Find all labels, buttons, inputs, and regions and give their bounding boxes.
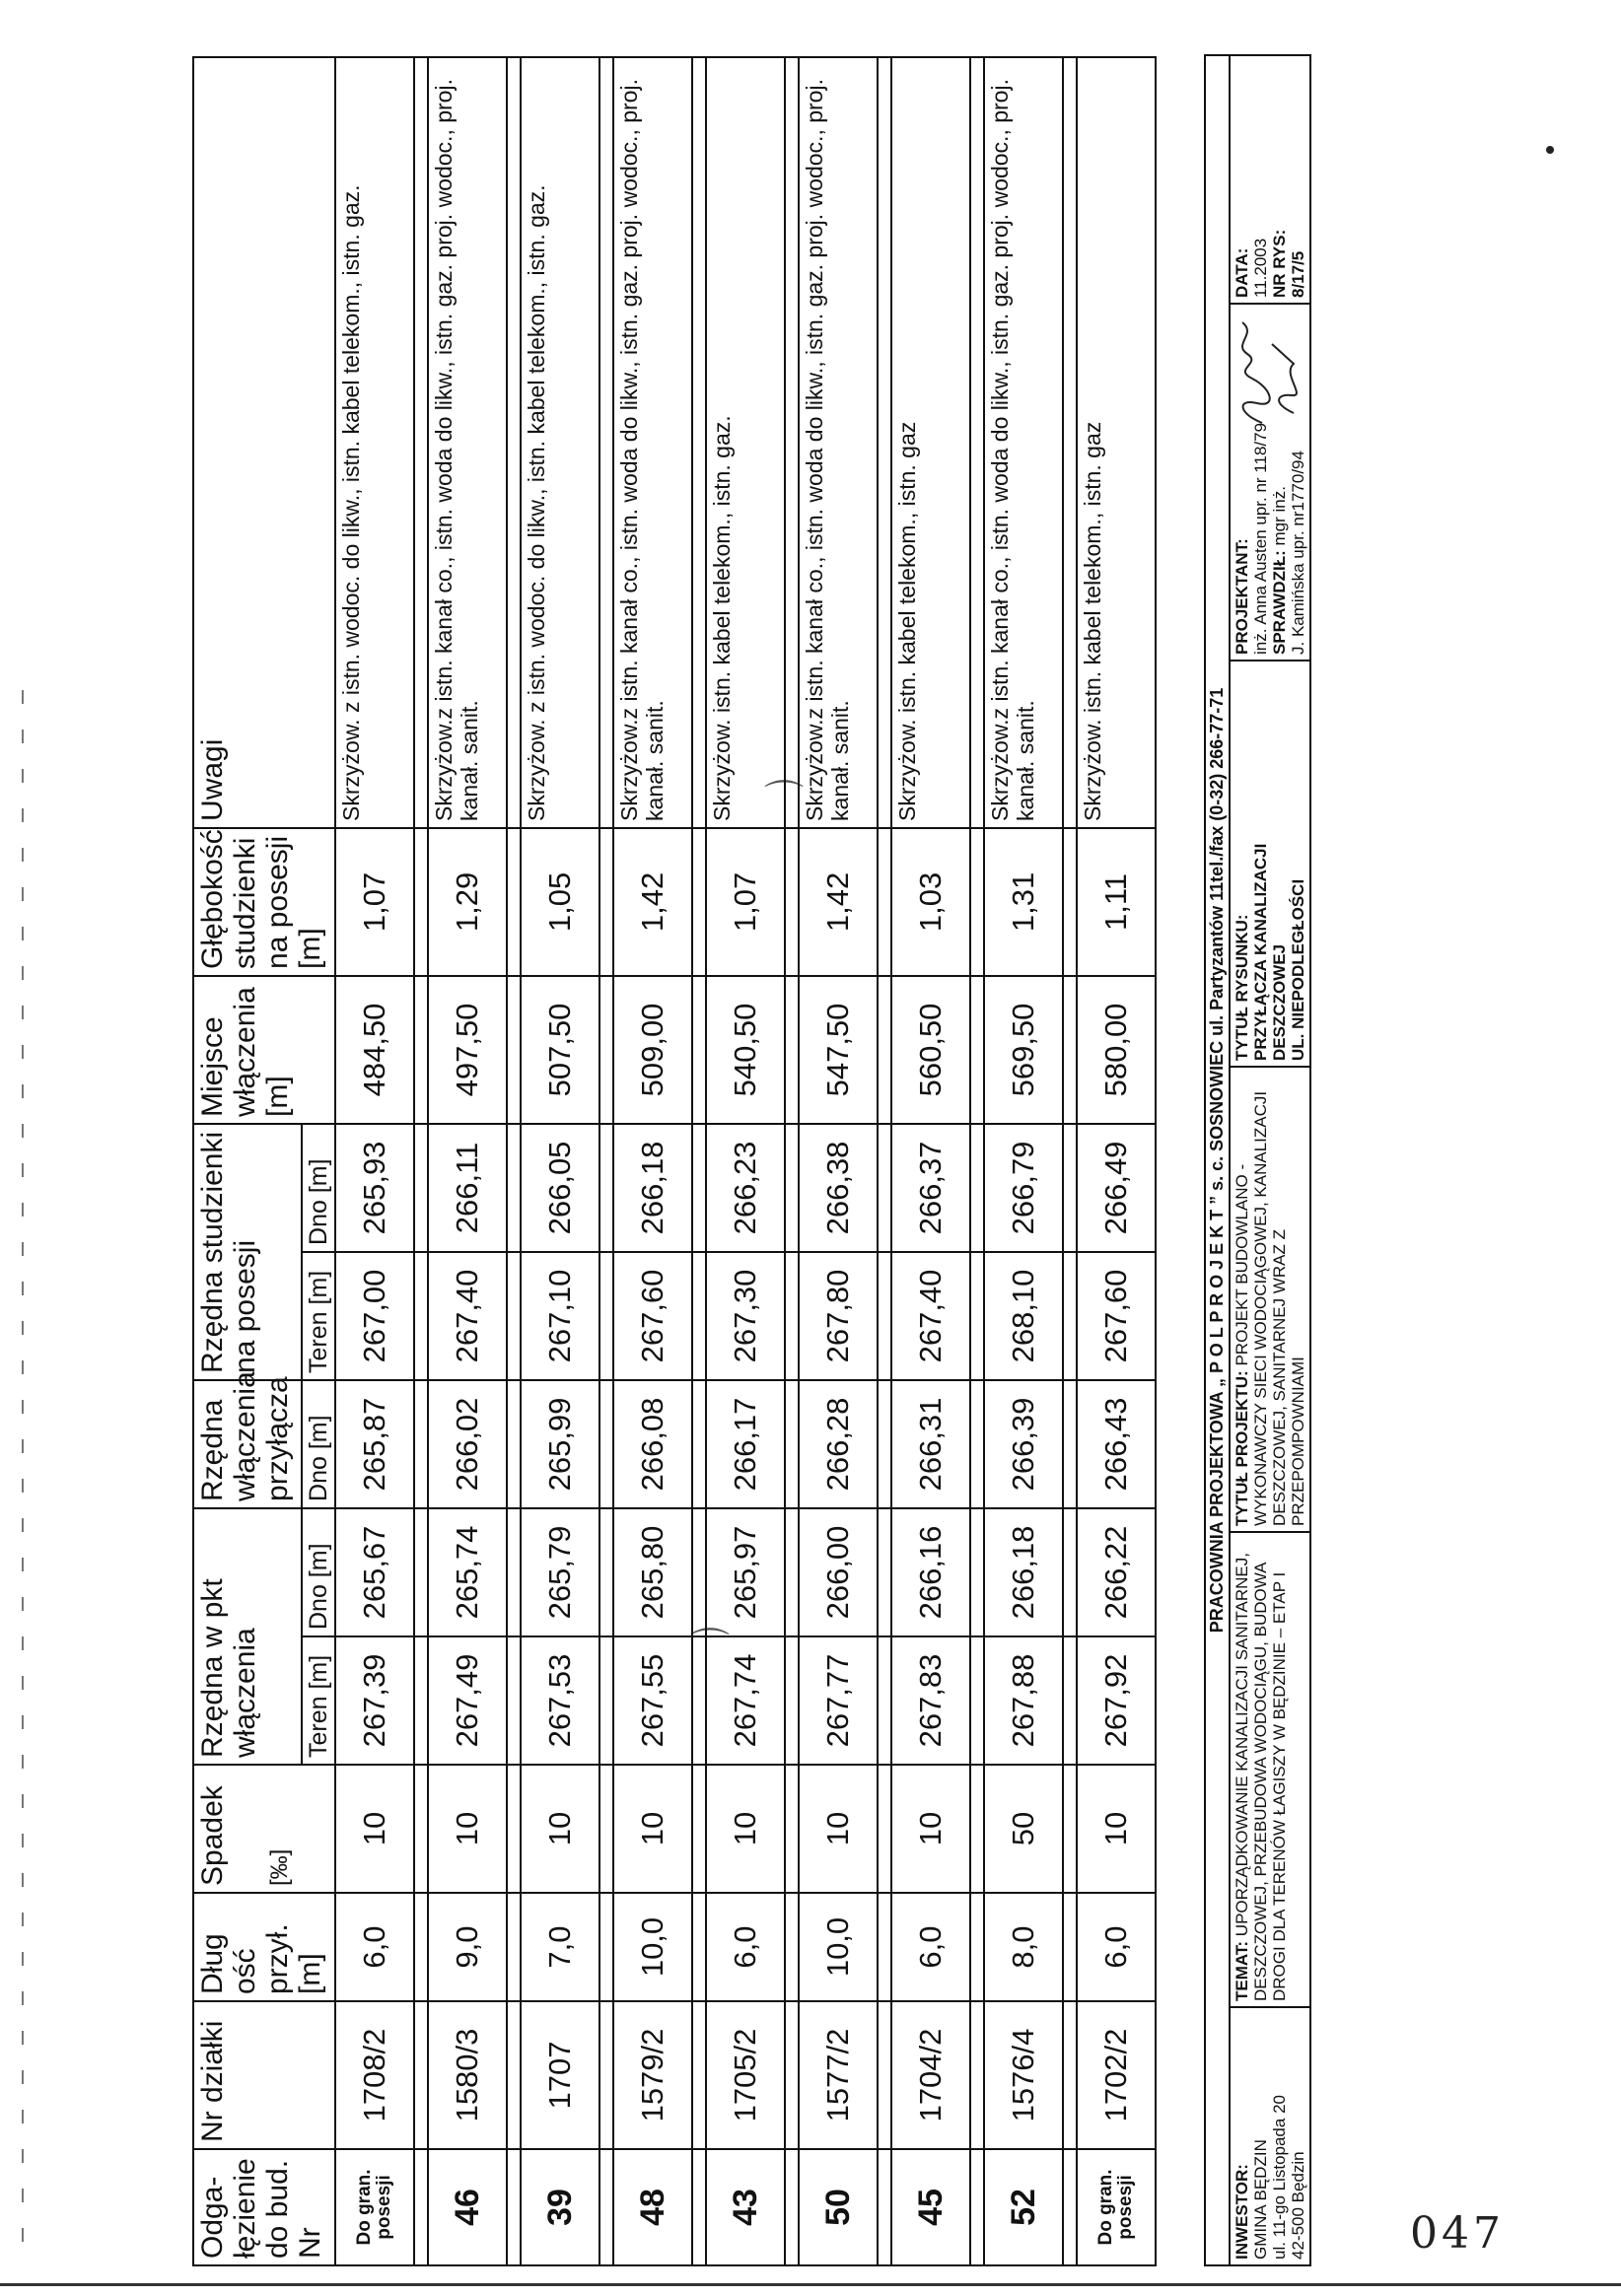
separator-cell: [599, 1124, 613, 1252]
separator-cell: [970, 976, 984, 1124]
cell-depth: 1,07: [335, 828, 414, 976]
cell-slope: 10: [521, 1765, 599, 1893]
row-separator: [878, 57, 891, 2265]
cell-plot: 1705/2: [706, 2001, 785, 2149]
separator-cell: [692, 1893, 706, 2001]
cell-st-teren: 267,30: [706, 1252, 785, 1380]
investor-line: GMINA BĘDZIN: [1251, 2139, 1270, 2260]
cell-length: 6,0: [706, 1893, 785, 2001]
cell-slope: 10: [428, 1765, 507, 1893]
cell-plot: 1580/3: [428, 2001, 507, 2149]
cell-wl-dno: 266,28: [799, 1380, 878, 1508]
separator-cell: [507, 1124, 521, 1252]
separator-cell: [878, 57, 891, 828]
cell-pt-teren: 267,55: [613, 1636, 692, 1765]
cell-st-teren: 267,60: [613, 1252, 692, 1380]
header-stud-teren: Teren [m]: [302, 1252, 335, 1380]
row-separator: [1063, 57, 1077, 2265]
cell-plot: 1708/2: [335, 2001, 414, 2149]
cell-st-dno: 266,49: [1077, 1124, 1156, 1252]
separator-cell: [414, 2149, 428, 2265]
header-miejsce: [193, 976, 335, 1124]
separator-cell: [878, 976, 891, 1124]
separator-cell: [599, 1508, 613, 1636]
designer-label: PROJEKTANT:: [1233, 538, 1251, 655]
row-separator: [692, 57, 706, 2265]
separator-cell: [414, 1380, 428, 1508]
separator-cell: [692, 2001, 706, 2149]
cell-length: 9,0: [428, 1893, 507, 2001]
separator-cell: [414, 828, 428, 976]
separator-cell: [1063, 1508, 1077, 1636]
cell-notes: Skrzyżow. istn. kabel telekom., istn. gaz.: [706, 57, 785, 828]
separator-cell: [785, 1252, 799, 1380]
cell-pt-teren: 267,53: [521, 1636, 599, 1765]
cell-building: 43: [706, 2149, 785, 2265]
separator-cell: [970, 1765, 984, 1893]
cell-notes: Skrzyżow. istn. kabel telekom., istn. gaz: [1077, 57, 1156, 828]
connections-table: [192, 56, 1157, 2266]
cell-length: 10,0: [613, 1893, 692, 2001]
cell-pt-dno: 266,00: [799, 1508, 878, 1636]
signature-mark: [1233, 314, 1302, 433]
cell-st-teren: 267,40: [891, 1252, 970, 1380]
cell-slope: 10: [335, 1765, 414, 1893]
separator-cell: [970, 828, 984, 976]
cell-slope: 10: [1077, 1765, 1156, 1893]
cell-st-dno: 266,37: [891, 1124, 970, 1252]
cell-depth: 1,42: [613, 828, 692, 976]
cell-building: Do gran. posesji: [1077, 2149, 1156, 2265]
separator-cell: [414, 1636, 428, 1765]
cell-notes: Skrzyżow.z istn. kanał co., istn. woda do likw., istn. gaz. proj. wodoc., proj. kanał. sanit.: [428, 57, 507, 828]
cell-plot: 1704/2: [891, 2001, 970, 2149]
header-spadek-unit: [‰]: [266, 1848, 293, 1886]
table-row: [613, 57, 692, 2265]
investor-label: INWESTOR:: [1233, 2164, 1251, 2260]
separator-cell: [507, 976, 521, 1124]
people-cell: [1231, 303, 1309, 660]
subject-label: TEMAT:: [1233, 1940, 1251, 2001]
header-rzedna-studzienki: Rzędna studzienki na posesji: [193, 1124, 302, 1380]
separator-cell: [970, 1252, 984, 1380]
separator-cell: [414, 1765, 428, 1893]
cell-depth: 1,31: [984, 828, 1063, 976]
table-row: [706, 57, 785, 2265]
separator-cell: [414, 1508, 428, 1636]
separator-cell: [692, 1508, 706, 1636]
cell-length: 6,0: [1077, 1893, 1156, 2001]
cell-slope: 10: [706, 1765, 785, 1893]
project-text: PROJEKT BUDOWLANO -WYKONAWCZY SIECI WODOCIĄGOWEJ, KANALIZACJI DESZCZOWEJ, SANITARNEJ WRAZ Z PRZEPOMPOWNIAMI: [1233, 1090, 1307, 1526]
separator-cell: [785, 1508, 799, 1636]
separator-cell: [599, 976, 613, 1124]
cell-miejsce: 580,00: [1077, 976, 1156, 1124]
separator-cell: [507, 57, 521, 828]
drawing-line: DESZCZOWEJ: [1270, 943, 1289, 1061]
cell-wl-dno: 266,02: [428, 1380, 507, 1508]
separator-cell: [599, 1636, 613, 1765]
separator-cell: [692, 828, 706, 976]
separator-cell: [878, 1893, 891, 2001]
cell-pt-teren: 267,88: [984, 1636, 1063, 1765]
cell-pt-dno: 265,97: [706, 1508, 785, 1636]
cell-building: 39: [521, 2149, 599, 2265]
title-block: [1204, 54, 1311, 2266]
separator-cell: [878, 2001, 891, 2149]
cell-pt-teren: 267,77: [799, 1636, 878, 1765]
cell-depth: 1,03: [891, 828, 970, 976]
cell-pt-dno: 266,22: [1077, 1508, 1156, 1636]
separator-cell: [599, 1893, 613, 2001]
cell-st-dno: 265,93: [335, 1124, 414, 1252]
header-uwagi: Uwagi: [193, 57, 335, 828]
drawing-cell: [1231, 660, 1309, 1066]
separator-cell: [599, 2149, 613, 2265]
cell-notes: Skrzyżow.z istn. kanał co., istn. woda do likw., istn. gaz. proj. wodoc., proj. kanał. sanit.: [613, 57, 692, 828]
cell-miejsce: 547,50: [799, 976, 878, 1124]
cell-slope: 10: [613, 1765, 692, 1893]
separator-cell: [785, 828, 799, 976]
table-row: [335, 57, 414, 2265]
cell-wl-dno: 266,31: [891, 1380, 970, 1508]
cell-pt-dno: 266,16: [891, 1508, 970, 1636]
separator-cell: [970, 2149, 984, 2265]
cell-miejsce: 569,50: [984, 976, 1063, 1124]
cell-length: 6,0: [335, 1893, 414, 2001]
cell-miejsce: 484,50: [335, 976, 414, 1124]
separator-cell: [507, 1765, 521, 1893]
cell-pt-teren: 267,92: [1077, 1636, 1156, 1765]
table-row: [799, 57, 878, 2265]
designer-name: inż. Anna Austen upr. nr 118/79: [1251, 422, 1270, 655]
separator-cell: [692, 1252, 706, 1380]
separator-cell: [970, 2001, 984, 2149]
header-miejsce-unit: [m]: [261, 1076, 294, 1117]
cell-slope: 10: [891, 1765, 970, 1893]
cell-notes: Skrzyżow.z istn. kanał co., istn. woda do likw., istn. gaz. proj. wodoc., proj. kanał. sanit.: [799, 57, 878, 828]
separator-cell: [599, 1765, 613, 1893]
cell-notes: Skrzyżow.z istn. kanał co., istn. woda do likw., istn. gaz. proj. wodoc., proj. kanał. sanit.: [984, 57, 1063, 828]
separator-cell: [1063, 2149, 1077, 2265]
subject-text: UPORZĄDKOWANIE KANALIZACJI SANITARNEJ, DESZCZOWEJ, PRZEBUDOWA WODOCIĄGU, BUDOWA DROGI DLA TERENÓW ŁAGISZY W BĘDZINIE – ETAP I: [1233, 1553, 1289, 2001]
cell-length: 6,0: [891, 1893, 970, 2001]
cell-wl-dno: 266,43: [1077, 1380, 1156, 1508]
separator-cell: [785, 57, 799, 828]
drawing-line: PRZYŁĄCZA KANALIZACJI: [1251, 843, 1270, 1061]
cell-slope: 10: [799, 1765, 878, 1893]
header-rzedna-wlaczenia: Rzędna włączenia przyłącza: [193, 1380, 302, 1508]
separator-cell: [599, 828, 613, 976]
investor-cell: [1231, 2006, 1309, 2264]
row-separator: [970, 57, 984, 2265]
header-spadek-label: Spadek: [196, 1785, 229, 1886]
cell-st-teren: 267,40: [428, 1252, 507, 1380]
subject-cell: [1231, 1531, 1309, 2006]
row-separator: [785, 57, 799, 2265]
cell-st-teren: 267,00: [335, 1252, 414, 1380]
separator-cell: [878, 1508, 891, 1636]
cell-building: 50: [799, 2149, 878, 2265]
separator-cell: [785, 2149, 799, 2265]
title-block-header: PRACOWNIA PROJEKTOWA „ P O L P R O J E K T ” s. c. SOSNOWIEC ul. Partyzantów 11tel./fax (0-32) 266-77-71: [1206, 56, 1231, 2264]
cell-wl-dno: 266,08: [613, 1380, 692, 1508]
scan-artifact: ⌒: [764, 779, 804, 822]
cell-pt-dno: 265,74: [428, 1508, 507, 1636]
separator-cell: [970, 1124, 984, 1252]
separator-cell: [507, 2001, 521, 2149]
header-pkt-teren: Teren [m]: [302, 1636, 335, 1765]
checker-title: mgr inż.: [1270, 486, 1289, 546]
cell-wl-dno: 265,99: [521, 1380, 599, 1508]
cell-length: 10,0: [799, 1893, 878, 2001]
row-separator: [414, 57, 428, 2265]
header-wl-dno: Dno [m]: [302, 1380, 335, 1508]
cell-st-dno: 266,23: [706, 1124, 785, 1252]
cell-plot: 1576/4: [984, 2001, 1063, 2149]
separator-cell: [878, 1252, 891, 1380]
separator-cell: [785, 1380, 799, 1508]
header-stud-dno: Dno [m]: [302, 1124, 335, 1252]
cell-miejsce: 497,50: [428, 976, 507, 1124]
header-odgalezienie: Odga-łęzienie do bud. Nr: [193, 2149, 335, 2265]
cell-st-dno: 266,38: [799, 1124, 878, 1252]
table-row: [428, 57, 507, 2265]
table-row: [984, 57, 1063, 2265]
cell-building: 45: [891, 2149, 970, 2265]
separator-cell: [507, 1380, 521, 1508]
cell-building: 46: [428, 2149, 507, 2265]
separator-cell: [414, 2001, 428, 2149]
separator-cell: [692, 1636, 706, 1765]
separator-cell: [507, 1893, 521, 2001]
separator-cell: [1063, 976, 1077, 1124]
rotated-sheet: [192, 58, 1494, 2266]
cell-miejsce: 507,50: [521, 976, 599, 1124]
investor-line: 42-500 Będzin: [1289, 2151, 1307, 2260]
scan-edge-mark: [22, 690, 24, 2267]
header-pkt-dno: Dno [m]: [302, 1508, 335, 1636]
project-label: TYTUŁ PROJEKTU:: [1233, 1370, 1251, 1526]
drawing-label: TYTUŁ RYSUNKU:: [1233, 914, 1251, 1061]
cell-pt-dno: 265,80: [613, 1508, 692, 1636]
separator-cell: [414, 1893, 428, 2001]
header-dzialka: Nr działki: [193, 2001, 335, 2149]
cell-pt-dno: 266,18: [984, 1508, 1063, 1636]
header-miejsce-label: Miejsce włączenia: [196, 987, 261, 1117]
separator-cell: [414, 1252, 428, 1380]
separator-cell: [785, 1124, 799, 1252]
separator-cell: [1063, 1765, 1077, 1893]
separator-cell: [970, 1508, 984, 1636]
cell-wl-dno: 266,17: [706, 1380, 785, 1508]
cell-plot: 1579/2: [613, 2001, 692, 2149]
cell-notes: Skrzyżow. z istn. wodoc. do likw., istn. kabel telekom., istn. gaz.: [521, 57, 599, 828]
separator-cell: [414, 1124, 428, 1252]
cell-st-dno: 266,11: [428, 1124, 507, 1252]
cell-building: 48: [613, 2149, 692, 2265]
cell-pt-teren: 267,39: [335, 1636, 414, 1765]
separator-cell: [599, 57, 613, 828]
cell-depth: 1,07: [706, 828, 785, 976]
separator-cell: [507, 828, 521, 976]
cell-depth: 1,42: [799, 828, 878, 976]
cell-notes: Skrzyżow. z istn. wodoc. do likw., istn. kabel telekom., istn. gaz.: [335, 57, 414, 828]
table-row: [1077, 57, 1156, 2265]
cell-miejsce: 540,50: [706, 976, 785, 1124]
cell-plot: 1707: [521, 2001, 599, 2149]
separator-cell: [507, 1252, 521, 1380]
separator-cell: [1063, 1380, 1077, 1508]
separator-cell: [970, 1636, 984, 1765]
separator-cell: [878, 1636, 891, 1765]
separator-cell: [599, 1380, 613, 1508]
cell-notes: Skrzyżow. istn. kabel telekom., istn. gaz: [891, 57, 970, 828]
separator-cell: [785, 1765, 799, 1893]
separator-cell: [878, 1380, 891, 1508]
separator-cell: [785, 1893, 799, 2001]
checker-label: SPRAWDZIŁ:: [1270, 550, 1289, 655]
cell-st-teren: 267,60: [1077, 1252, 1156, 1380]
separator-cell: [1063, 2001, 1077, 2149]
separator-cell: [507, 1636, 521, 1765]
separator-cell: [785, 2001, 799, 2149]
checker-name: J. Kamińska upr. nr1770/94: [1289, 451, 1307, 655]
header-spadek: [193, 1765, 335, 1893]
date-cell: [1231, 56, 1309, 303]
cell-plot: 1577/2: [799, 2001, 878, 2149]
separator-cell: [414, 976, 428, 1124]
cell-depth: 1,29: [428, 828, 507, 976]
separator-cell: [692, 976, 706, 1124]
separator-cell: [692, 1765, 706, 1893]
separator-cell: [785, 976, 799, 1124]
separator-cell: [878, 1124, 891, 1252]
separator-cell: [692, 1380, 706, 1508]
date-value: 11.2003: [1251, 238, 1270, 298]
cell-wl-dno: 266,39: [984, 1380, 1063, 1508]
cell-pt-teren: 267,49: [428, 1636, 507, 1765]
cell-st-dno: 266,18: [613, 1124, 692, 1252]
cell-pt-dno: 265,67: [335, 1508, 414, 1636]
scan-bottom-line: [0, 2283, 1621, 2286]
cell-building: Do gran. posesji: [335, 2149, 414, 2265]
separator-cell: [1063, 57, 1077, 828]
drawing-line: UL. NIEPODLEGŁOŚCI: [1289, 878, 1307, 1061]
cell-plot: 1702/2: [1077, 2001, 1156, 2149]
separator-cell: [1063, 1636, 1077, 1765]
cell-slope: 50: [984, 1765, 1063, 1893]
cell-pt-dno: 265,79: [521, 1508, 599, 1636]
cell-st-teren: 268,10: [984, 1252, 1063, 1380]
drawing-no-label: NR RYS:: [1270, 229, 1289, 298]
header-rzedna-pkt: Rzędna w pkt włączenia: [193, 1508, 302, 1765]
cell-building: 52: [984, 2149, 1063, 2265]
page-number: 047: [1410, 2208, 1505, 2259]
separator-cell: [507, 1508, 521, 1636]
separator-cell: [692, 2149, 706, 2265]
separator-cell: [970, 1893, 984, 2001]
separator-cell: [1063, 1893, 1077, 2001]
separator-cell: [878, 828, 891, 976]
cell-depth: 1,11: [1077, 828, 1156, 976]
cell-wl-dno: 265,87: [335, 1380, 414, 1508]
separator-cell: [878, 1765, 891, 1893]
cell-length: 7,0: [521, 1893, 599, 2001]
cell-st-dno: 266,79: [984, 1124, 1063, 1252]
drawing-no-value: 8/17/5: [1289, 250, 1307, 298]
header-dlugosc: Dług ość przył. [m]: [193, 1893, 335, 2001]
row-separator: [507, 57, 521, 2265]
project-cell: [1231, 1066, 1309, 1531]
scan-artifact: ⌒: [690, 1627, 730, 1670]
header-glebokosc: Głębokość studzienki na posesji [m]: [193, 828, 335, 976]
separator-cell: [692, 57, 706, 828]
separator-cell: [1063, 1124, 1077, 1252]
separator-cell: [878, 2149, 891, 2265]
separator-cell: [785, 1636, 799, 1765]
cell-st-teren: 267,10: [521, 1252, 599, 1380]
separator-cell: [1063, 1252, 1077, 1380]
scan-dot: [1546, 146, 1554, 154]
separator-cell: [599, 1252, 613, 1380]
separator-cell: [970, 1380, 984, 1508]
separator-cell: [414, 57, 428, 828]
separator-cell: [599, 2001, 613, 2149]
table-row: [521, 57, 599, 2265]
cell-pt-teren: 267,74: [706, 1636, 785, 1765]
cell-st-teren: 267,80: [799, 1252, 878, 1380]
separator-cell: [970, 57, 984, 828]
separator-cell: [1063, 828, 1077, 976]
row-separator: [599, 57, 613, 2265]
separator-cell: [507, 2149, 521, 2265]
cell-pt-teren: 267,83: [891, 1636, 970, 1765]
cell-st-dno: 266,05: [521, 1124, 599, 1252]
date-label: DATA:: [1233, 247, 1251, 298]
cell-miejsce: 560,50: [891, 976, 970, 1124]
cell-depth: 1,05: [521, 828, 599, 976]
investor-line: ul. 11-go Listopada 20: [1270, 2095, 1289, 2260]
separator-cell: [692, 1124, 706, 1252]
table-row: [891, 57, 970, 2265]
cell-length: 8,0: [984, 1893, 1063, 2001]
cell-miejsce: 509,00: [613, 976, 692, 1124]
